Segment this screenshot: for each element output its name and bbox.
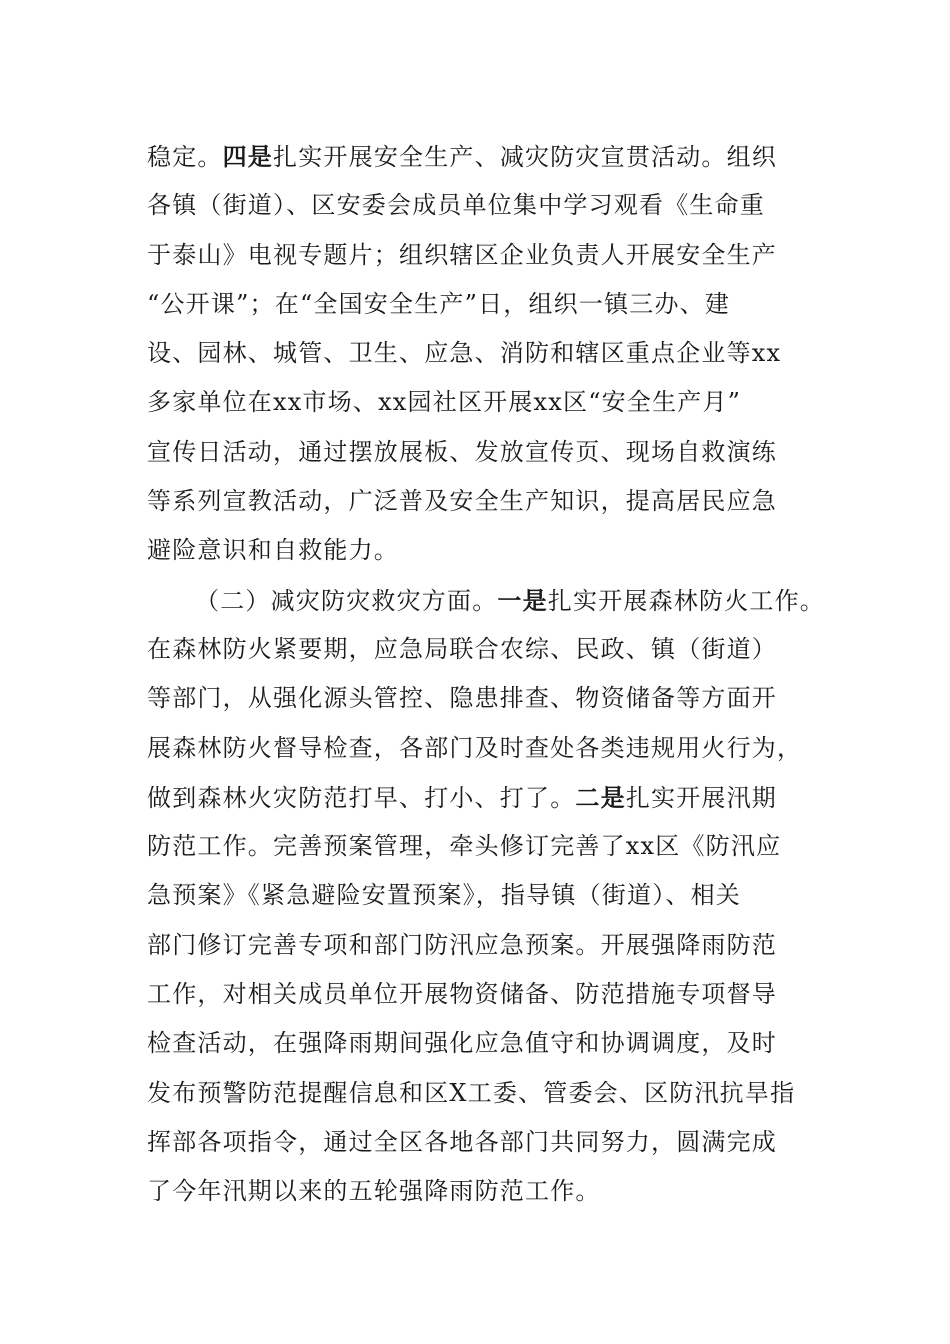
text-line-20: 发布预警防范提醒信息和区X工委、管委会、区防汛抗旱指	[147, 1078, 796, 1107]
text-line-2: 各镇（街道）、区安委会成员单位集中学习观看《生命重	[147, 191, 765, 220]
text-line-16: 急预案》《紧急避险安置预案》，指导镇（街道）、相关	[147, 881, 741, 910]
text-line-1: 稳定。四是扎实开展安全生产、减灾防灾宣贯活动。组织	[147, 142, 778, 171]
text-line-13: 展森林防火督导检查，各部门及时查处各类违规用火行为，	[147, 733, 803, 762]
text-line-15: 防范工作。完善预案管理，牵头修订完善了xx区《防汛应	[147, 832, 782, 861]
text-line-3: 于泰山》电视专题片；组织辖区企业负责人开展安全生产	[147, 240, 777, 269]
text-line-18: 工作，对相关成员单位开展物资储备、防范措施专项督导	[147, 980, 777, 1009]
text-line-7: 宣传日活动，通过摆放展板、发放宣传页、现场自救演练	[147, 437, 777, 466]
text-line-8: 等系列宣教活动，广泛普及安全生产知识，提高居民应急	[147, 487, 777, 516]
text-line-12: 等部门，从强化源头管控、隐患排查、物资储备等方面开	[147, 684, 777, 713]
text-line-6: 多家单位在xx市场、xx园社区开展xx区“安全生产月”	[147, 388, 742, 417]
text-line-10: （二）减灾防灾救灾方面。一是扎实开展森林防火工作。	[195, 585, 826, 615]
text-line-11: 在森林防火紧要期，应急局联合农综、民政、镇（街道）	[147, 634, 777, 663]
text-line-19: 检查活动，在强降雨期间强化应急值守和协调调度，及时	[147, 1029, 777, 1058]
text-line-5: 设、园林、城管、卫生、应急、消防和辖区重点企业等xx	[147, 339, 782, 368]
text-line-9: 避险意识和自救能力。	[147, 536, 399, 565]
text-line-17: 部门修订完善专项和部门防汛应急预案。开展强降雨防范	[147, 930, 777, 959]
text-line-22: 了今年汛期以来的五轮强降雨防范工作。	[147, 1177, 601, 1206]
text-line-21: 挥部各项指令，通过全区各地各部门共同努力，圆满完成	[147, 1127, 777, 1156]
text-line-4: “公开课”；在“全国安全生产”日，组织一镇三办、建	[147, 289, 731, 318]
body-text	[147, 132, 847, 1217]
text-line-14: 做到森林火灾防范打早、打小、打了。二是扎实开展汛期	[147, 782, 778, 812]
